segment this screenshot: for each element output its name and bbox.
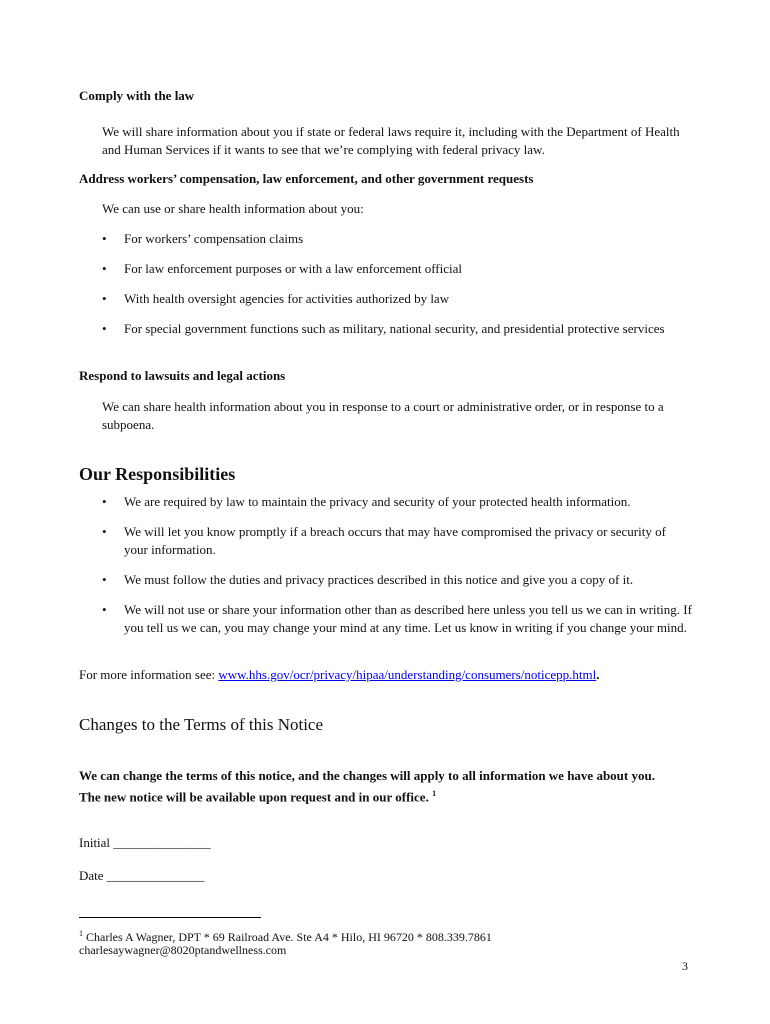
bullet-icon: •: [102, 524, 107, 539]
bullet-icon: •: [102, 602, 107, 617]
footnote-email: charlesaywagner@8020ptandwellness.com: [79, 943, 287, 957]
bullet-icon: •: [102, 321, 107, 336]
page-number: 3: [682, 959, 688, 973]
workers-heading: Address workers’ compensation, law enforcement, and other government requests: [79, 171, 534, 186]
bullet-icon: •: [102, 291, 107, 306]
bullet-icon: •: [102, 572, 107, 587]
footnote-divider: [79, 917, 261, 918]
more-info-line: [79, 666, 699, 684]
changes-text: [79, 767, 679, 806]
list-item: • With health oversight agencies for activities authorized by law: [102, 291, 450, 306]
list-item: • For workers’ compensation claims: [102, 231, 304, 246]
bullet-icon: •: [102, 261, 107, 276]
list-item: • We must follow the duties and privacy practices described in this notice and give you a copy of it.: [102, 572, 634, 587]
list-item: • For special government functions such as military, national security, and presidential protective services: [102, 321, 665, 336]
hhs-notice-link[interactable]: www.hhs.gov/ocr/privacy/hipaa/understanding/consumers/noticepp.html: [218, 667, 597, 682]
changes-bold-text: We can change the terms of this notice, and the changes will apply to all information we have about you. The new notice will be available upon request and in our office.: [79, 768, 655, 805]
list-item: • We will let you know promptly if a breach occurs that may have compromised the privacy or security of your information.: [102, 524, 666, 557]
footnote-marker: 1: [79, 929, 83, 938]
lawsuits-text: We can share health information about you in response to a court or administrative order, or in response to a subpoena.: [102, 399, 664, 432]
comply-heading: Comply with the law: [79, 88, 195, 103]
bullet-icon: •: [102, 494, 107, 509]
comply-text: We will share information about you if state or federal laws require it, including with the Department of Health and Human Services if it wants to see that we’re complying with federal privacy law.: [102, 124, 680, 157]
lawsuits-heading: Respond to lawsuits and legal actions: [79, 368, 286, 383]
list-item: • For law enforcement purposes or with a law enforcement official: [102, 261, 462, 276]
bullet-icon: •: [102, 231, 107, 246]
list-item: • We will not use or share your information other than as described here unless you tell us we can in writing. If you tell us we can, you may change your mind at any time. Let us know in writing if you change your mind.: [102, 602, 692, 635]
list-item: • We are required by law to maintain the privacy and security of your protected health information.: [102, 494, 631, 509]
more-info-suffix: .: [596, 667, 600, 682]
footnote-address: Charles A Wagner, DPT * 69 Railroad Ave. Ste A4 * Hilo, HI 96720 * 808.339.7861: [83, 930, 492, 944]
footnote-reference[interactable]: 1: [432, 789, 437, 798]
more-info-prefix: For more information see:: [79, 667, 219, 682]
responsibilities-heading: Our Responsibilities: [79, 464, 236, 484]
initial-line: Initial _______________: [79, 835, 211, 850]
workers-intro: We can use or share health information about you:: [102, 201, 364, 216]
date-line: Date _______________: [79, 868, 205, 883]
changes-heading: Changes to the Terms of this Notice: [79, 715, 324, 734]
